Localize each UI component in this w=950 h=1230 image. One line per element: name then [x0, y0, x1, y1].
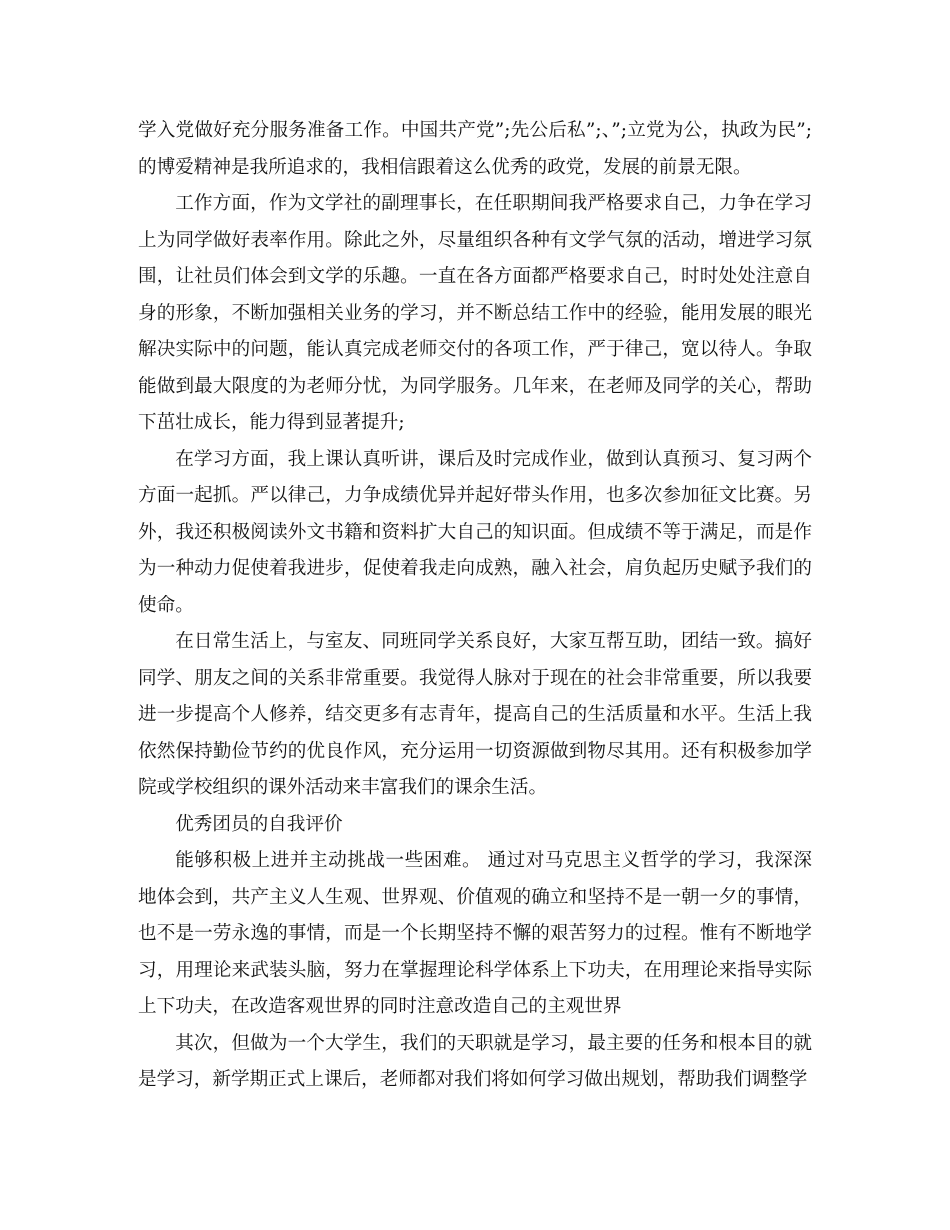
paragraph-philosophy: 能够积极上进并主动挑战一些困难。 通过对马克思主义哲学的学习，我深深地体会到，共产主义人生观、世界观、价值观的确立和坚持不是一朝一夕的事情，也不是一劳永逸的事情，而是一个长期坚持不懈的艰苦努力的过程。惟有不断地学习，用理论来武装头脑，努力在掌握理论科学体系上下功夫，在用理论来指导实际上下功夫，在改造客观世界的同时注意改造自己的主观世界	[138, 850, 812, 1017]
paragraph-party-spirit: 学入党做好充分服务准备工作。中国共产党”;先公后私”;、”;立党为公，执政为民”;的博爱精神是我所追求的，我相信跟着这么优秀的政党，发展的前景无限。	[138, 120, 812, 178]
paragraph-work: 工作方面，作为文学社的副理事长，在任职期间我严格要求自己，力争在学习上为同学做好表率作用。除此之外，尽量组织各种有文学气氛的活动，增进学习氛围，让社员们体会到文学的乐趣。一直在各方面都严格要求自己，时时处处注意自身的形象，不断加强相关业务的学习，并不断总结工作中的经验，能用发展的眼光解决实际中的问题，能认真完成老师交付的各项工作，严于律己，宽以待人。争取能做到最大限度的为老师分忧，为同学服务。几年来，在老师及同学的关心，帮助下茁壮成长，能力得到显著提升;	[138, 193, 812, 433]
section-heading: 优秀团员的自我评价	[175, 813, 343, 835]
paragraph-study: 在学习方面，我上课认真听讲，课后及时完成作业，做到认真预习、复习两个方面一起抓。严以律己，力争成绩优异并起好带头作用，也多次参加征文比赛。另外，我还积极阅读外文书籍和资料扩大自己的知识面。但成绩不等于满足，而是作为一种动力促使着我进步，促使着我走向成熟，融入社会，肩负起历史赋予我们的使命。	[138, 448, 812, 616]
paragraph-student-duty: 其次，但做为一个大学生，我们的天职就是学习，最主要的任务和根本目的就是学习，新学期正式上课后，老师都对我们将如何学习做出规划，帮助我们调整学	[138, 1032, 812, 1090]
document-body	[138, 113, 812, 1099]
paragraph-daily-life: 在日常生活上，与室友、同班同学关系良好，大家互帮互助，团结一致。搞好同学、朋友之间的关系非常重要。我觉得人脉对于现在的社会非常重要，所以我要进一步提高个人修养，结交更多有志青年，提高自己的生活质量和水平。生活上我依然保持勤俭节约的优良作风，充分运用一切资源做到物尽其用。还有积极参加学院或学校组织的课外活动来丰富我们的课余生活。	[138, 631, 812, 798]
